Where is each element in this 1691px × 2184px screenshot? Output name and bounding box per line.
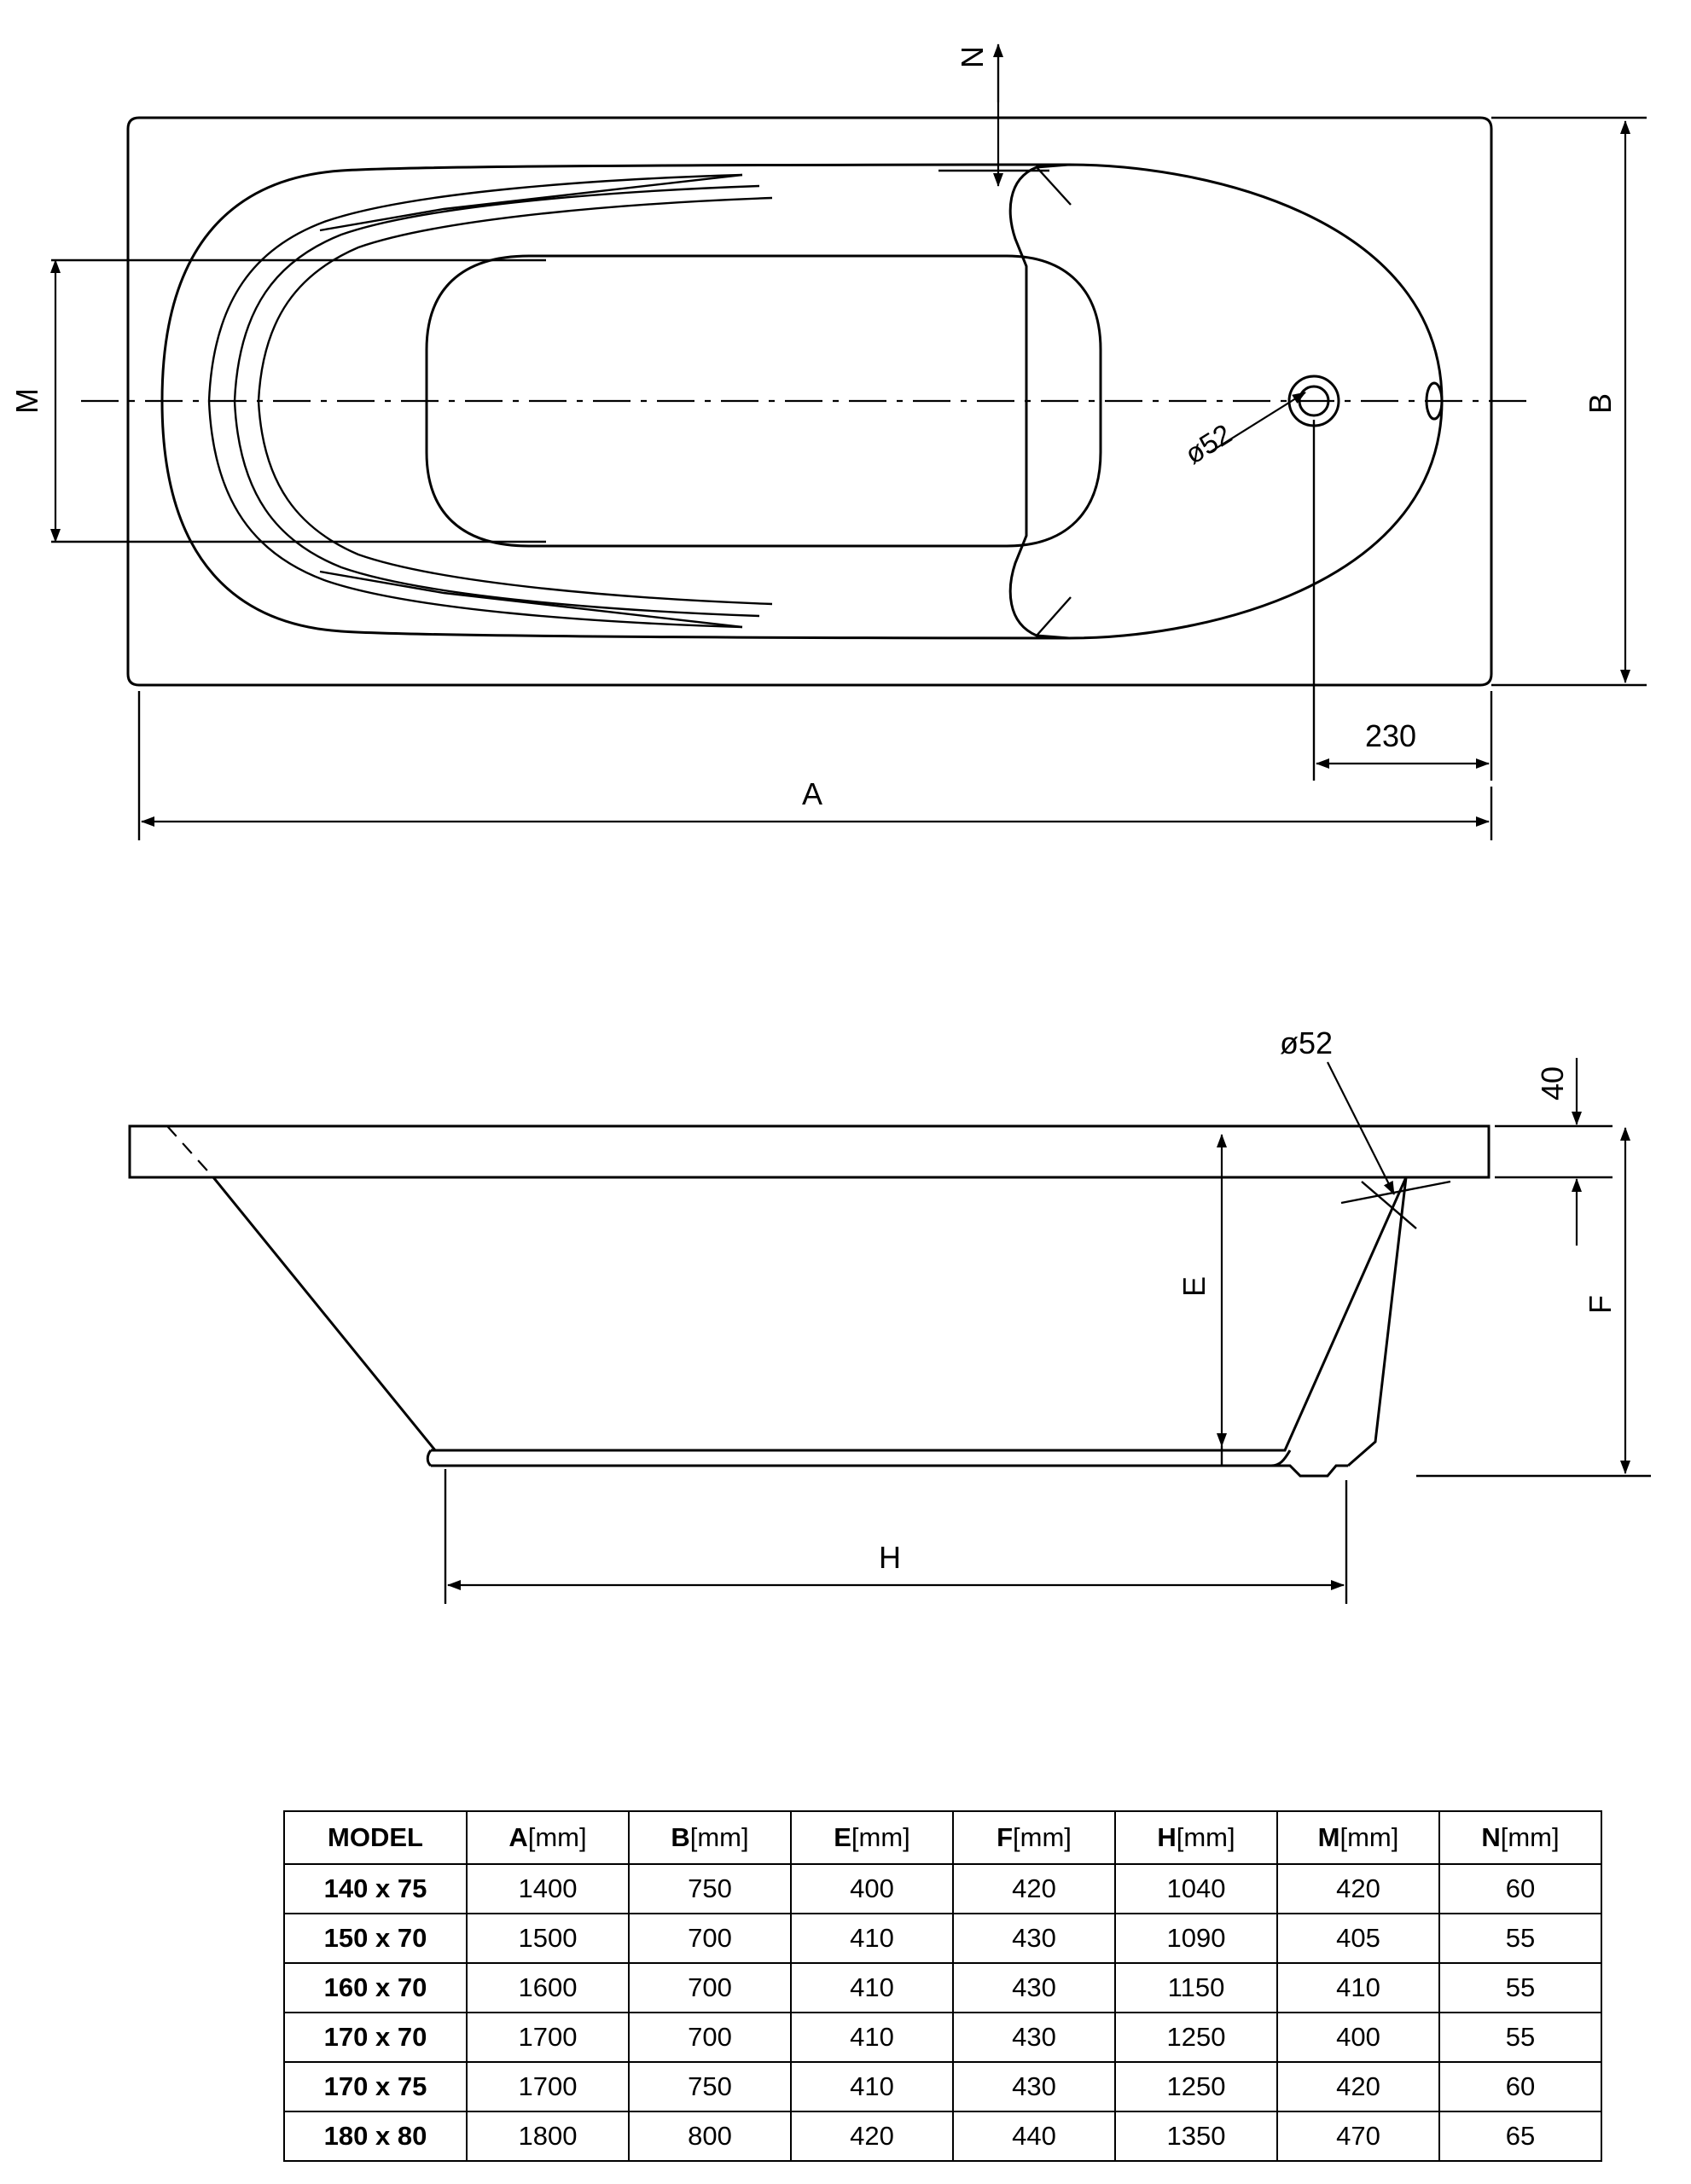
cell-m: 405	[1277, 1914, 1439, 1963]
cell-model: 170 x 70	[284, 2013, 467, 2062]
cell-e: 410	[791, 2062, 953, 2111]
cell-a: 1400	[467, 1864, 629, 1914]
table-row	[284, 1914, 1601, 1963]
cell-b: 700	[629, 2013, 791, 2062]
cell-h: 1250	[1115, 2062, 1277, 2111]
cell-a: 1800	[467, 2111, 629, 2161]
header-letter-e: E	[834, 1822, 851, 1852]
cell-f: 440	[953, 2111, 1115, 2161]
cell-model: 170 x 75	[284, 2062, 467, 2111]
table-header-f	[953, 1811, 1115, 1864]
top-view-group	[9, 44, 1647, 840]
dim-n-label: N	[955, 46, 990, 68]
cell-h: 1350	[1115, 2111, 1277, 2161]
dim-e-label: E	[1177, 1275, 1212, 1297]
header-unit-m: [mm]	[1339, 1822, 1399, 1852]
side-drain-diameter-label: ø52	[1280, 1025, 1334, 1060]
top-drain-diameter-label: ø52	[1179, 417, 1237, 470]
header-unit-e: [mm]	[851, 1822, 910, 1852]
cell-model: 150 x 70	[284, 1914, 467, 1963]
specification-table	[283, 1810, 1602, 2162]
header-letter-m: M	[1317, 1822, 1340, 1852]
header-unit-f: [mm]	[1013, 1822, 1072, 1852]
cell-f: 430	[953, 2062, 1115, 2111]
table-row	[284, 2062, 1601, 2111]
header-letter-b: B	[671, 1822, 690, 1852]
table-header-row	[284, 1811, 1601, 1864]
table-header-model: MODEL	[284, 1811, 467, 1864]
table-row	[284, 2111, 1601, 2161]
table-header-n	[1439, 1811, 1601, 1864]
dim-230-label: 230	[1365, 718, 1417, 753]
header-letter-h: H	[1157, 1822, 1177, 1852]
cell-a: 1500	[467, 1914, 629, 1963]
cell-n: 60	[1439, 2062, 1601, 2111]
cell-n: 55	[1439, 2013, 1601, 2062]
cell-f: 430	[953, 1963, 1115, 2013]
table-header-a	[467, 1811, 629, 1864]
cell-h: 1250	[1115, 2013, 1277, 2062]
dim-b-label: B	[1583, 392, 1618, 414]
cell-f: 420	[953, 1864, 1115, 1914]
cell-m: 420	[1277, 2062, 1439, 2111]
side-view-group	[130, 1025, 1651, 1604]
cell-model: 180 x 80	[284, 2111, 467, 2161]
cell-model: 160 x 70	[284, 1963, 467, 2013]
table-header-h	[1115, 1811, 1277, 1864]
cell-e: 420	[791, 2111, 953, 2161]
dim-m-label: M	[9, 388, 44, 414]
cell-b: 750	[629, 2062, 791, 2111]
cell-b: 750	[629, 1864, 791, 1914]
cell-h: 1150	[1115, 1963, 1277, 2013]
table-header-e	[791, 1811, 953, 1864]
dim-f-label: F	[1583, 1295, 1618, 1314]
dim-40-label: 40	[1535, 1066, 1570, 1101]
header-letter-f: F	[997, 1822, 1014, 1852]
cell-h: 1090	[1115, 1914, 1277, 1963]
cell-n: 60	[1439, 1864, 1601, 1914]
dim-h-label: H	[879, 1540, 901, 1575]
table-row	[284, 1864, 1601, 1914]
cell-b: 700	[629, 1914, 791, 1963]
cell-e: 410	[791, 1914, 953, 1963]
cell-e: 410	[791, 2013, 953, 2062]
header-unit-a: [mm]	[527, 1822, 587, 1852]
dim-a-label: A	[802, 776, 823, 811]
cell-a: 1700	[467, 2013, 629, 2062]
cell-n: 65	[1439, 2111, 1601, 2161]
table-header-b	[629, 1811, 791, 1864]
cell-n: 55	[1439, 1963, 1601, 2013]
cell-h: 1040	[1115, 1864, 1277, 1914]
cell-n: 55	[1439, 1914, 1601, 1963]
table-row	[284, 2013, 1601, 2062]
cell-a: 1700	[467, 2062, 629, 2111]
cell-e: 400	[791, 1864, 953, 1914]
cell-e: 410	[791, 1963, 953, 2013]
header-unit-n: [mm]	[1500, 1822, 1560, 1852]
table-row	[284, 1963, 1601, 2013]
cell-b: 700	[629, 1963, 791, 2013]
header-letter-a: A	[508, 1822, 528, 1852]
table-header-m	[1277, 1811, 1439, 1864]
header-letter-n: N	[1481, 1822, 1501, 1852]
cell-m: 470	[1277, 2111, 1439, 2161]
cell-m: 410	[1277, 1963, 1439, 2013]
cell-f: 430	[953, 2013, 1115, 2062]
cell-b: 800	[629, 2111, 791, 2161]
cell-a: 1600	[467, 1963, 629, 2013]
cell-m: 420	[1277, 1864, 1439, 1914]
cell-m: 400	[1277, 2013, 1439, 2062]
cell-f: 430	[953, 1914, 1115, 1963]
header-unit-b: [mm]	[689, 1822, 749, 1852]
header-unit-h: [mm]	[1176, 1822, 1235, 1852]
cell-model: 140 x 75	[284, 1864, 467, 1914]
